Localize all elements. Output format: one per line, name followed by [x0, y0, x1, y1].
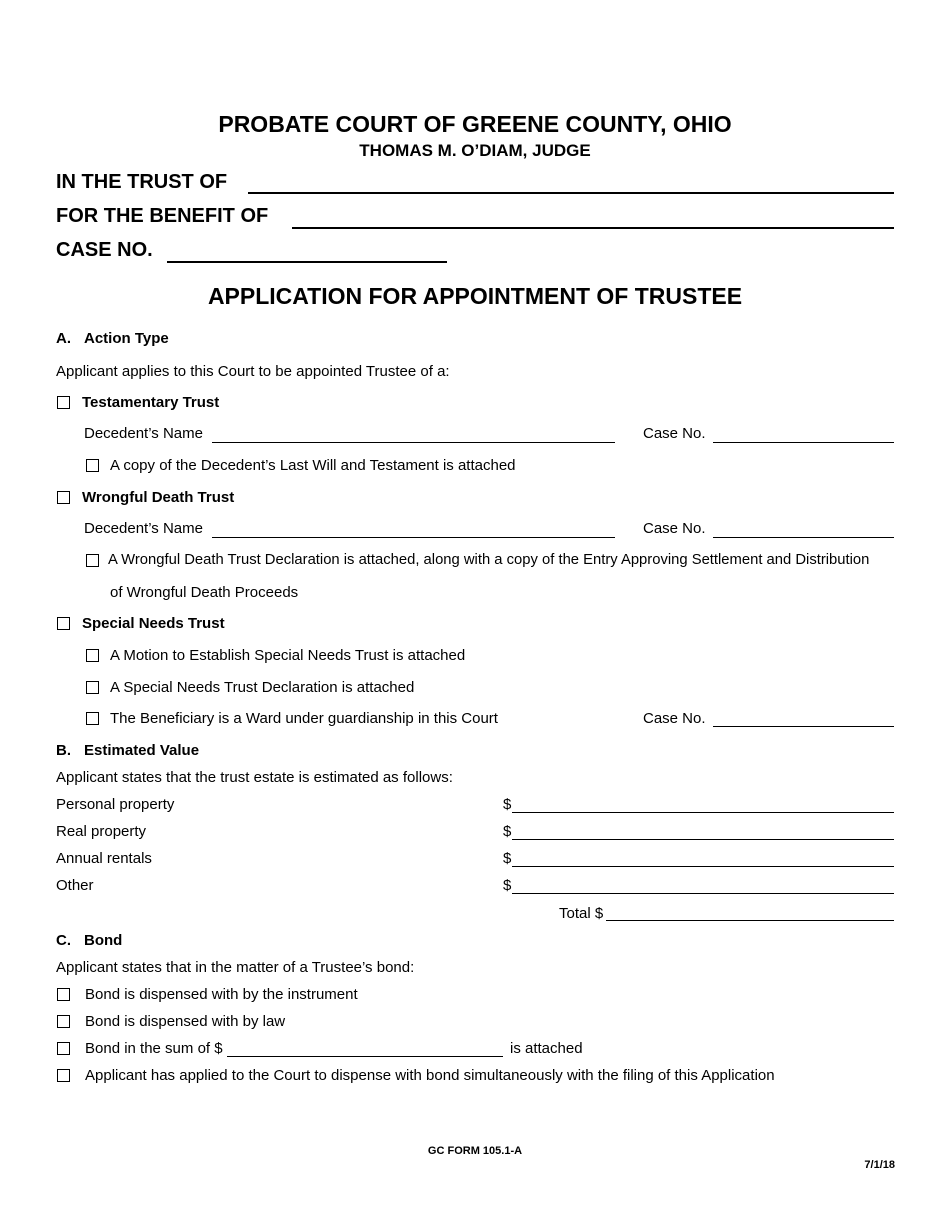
bond-law-checkbox[interactable] — [57, 1015, 70, 1028]
section-c-heading: Bond — [84, 932, 123, 949]
case-no-label: CASE NO. — [56, 239, 153, 261]
annual-rentals-label: Annual rentals — [56, 850, 152, 867]
bond-sum-suffix: is attached — [510, 1040, 583, 1057]
wrongful-case-no-label: Case No. — [643, 520, 706, 537]
benefit-of-field[interactable] — [292, 227, 894, 229]
special-needs-declaration-checkbox[interactable] — [86, 681, 99, 694]
section-c-intro: Applicant states that in the matter of a Trustee’s bond: — [56, 959, 415, 976]
other-label: Other — [56, 877, 94, 894]
section-c-letter: C. — [56, 932, 71, 949]
testamentary-trust-checkbox[interactable] — [57, 396, 70, 409]
will-attached-label: A copy of the Decedent’s Last Will and Testament is attached — [110, 457, 516, 474]
currency-sign: $ — [503, 796, 512, 813]
case-no-field[interactable] — [167, 261, 447, 263]
personal-property-label: Personal property — [56, 796, 175, 813]
special-needs-trust-checkbox[interactable] — [57, 617, 70, 630]
wrongful-declaration-label-line1: A Wrongful Death Trust Declaration is attached, along with a copy of the Entry Approving Settlement and Distribution — [108, 552, 870, 568]
section-a-heading: Action Type — [84, 330, 169, 347]
benefit-of-label: FOR THE BENEFIT OF — [56, 205, 269, 227]
section-a-intro: Applicant applies to this Court to be appointed Trustee of a: — [56, 363, 450, 380]
currency-sign: $ — [503, 850, 512, 867]
other-field[interactable] — [512, 893, 894, 894]
testamentary-case-no-label: Case No. — [643, 425, 706, 442]
bond-sum-checkbox[interactable] — [57, 1042, 70, 1055]
will-attached-checkbox[interactable] — [86, 459, 99, 472]
form-id: GC FORM 105.1-A — [427, 1145, 523, 1157]
personal-property-field[interactable] — [512, 812, 894, 813]
ward-checkbox[interactable] — [86, 712, 99, 725]
section-b-letter: B. — [56, 742, 71, 759]
total-label: Total $ — [559, 905, 604, 922]
testamentary-decedent-field[interactable] — [212, 442, 615, 443]
bond-instrument-label: Bond is dispensed with by the instrument — [85, 986, 358, 1003]
wrongful-case-no-field[interactable] — [713, 537, 894, 538]
bond-applied-checkbox[interactable] — [57, 1069, 70, 1082]
trust-of-label: IN THE TRUST OF — [56, 171, 228, 193]
bond-applied-label: Applicant has applied to the Court to dispense with bond simultaneously with the filing of this Application — [85, 1067, 775, 1084]
annual-rentals-field[interactable] — [512, 866, 894, 867]
wrongful-death-trust-checkbox[interactable] — [57, 491, 70, 504]
bond-law-label: Bond is dispensed with by law — [85, 1013, 286, 1030]
section-a-letter: A. — [56, 330, 71, 347]
special-needs-motion-checkbox[interactable] — [86, 649, 99, 662]
currency-sign: $ — [503, 877, 512, 894]
bond-sum-label: Bond in the sum of $ — [85, 1040, 223, 1057]
trust-of-field[interactable] — [248, 192, 894, 194]
wrongful-decedent-field[interactable] — [212, 537, 615, 538]
section-b-intro: Applicant states that the trust estate is estimated as follows: — [56, 769, 453, 786]
testamentary-case-no-field[interactable] — [713, 442, 894, 443]
ward-case-no-label: Case No. — [643, 710, 706, 727]
judge-name: THOMAS M. O’DIAM, JUDGE — [359, 141, 591, 160]
real-property-field[interactable] — [512, 839, 894, 840]
wrongful-declaration-label-line2: of Wrongful Death Proceeds — [110, 584, 299, 601]
currency-sign: $ — [503, 823, 512, 840]
form-title: APPLICATION FOR APPOINTMENT OF TRUSTEE — [207, 283, 743, 309]
real-property-label: Real property — [56, 823, 147, 840]
special-needs-motion-label: A Motion to Establish Special Needs Trust is attached — [110, 647, 466, 664]
section-b-heading: Estimated Value — [84, 742, 200, 759]
bond-instrument-checkbox[interactable] — [57, 988, 70, 1001]
total-field[interactable] — [606, 920, 894, 921]
wrongful-death-trust-label: Wrongful Death Trust — [82, 489, 235, 506]
wrongful-decedent-label: Decedent’s Name — [84, 520, 203, 537]
ward-label: The Beneficiary is a Ward under guardianship in this Court — [110, 710, 498, 727]
form-date: 7/1/18 — [864, 1159, 895, 1171]
bond-sum-field[interactable] — [227, 1056, 503, 1057]
special-needs-declaration-label: A Special Needs Trust Declaration is attached — [110, 679, 415, 696]
ward-case-no-field[interactable] — [713, 726, 894, 727]
wrongful-declaration-checkbox[interactable] — [86, 554, 99, 567]
court-name: PROBATE COURT OF GREENE COUNTY, OHIO — [218, 111, 732, 137]
testamentary-decedent-label: Decedent’s Name — [84, 425, 203, 442]
special-needs-trust-label: Special Needs Trust — [82, 615, 225, 632]
testamentary-trust-label: Testamentary Trust — [82, 394, 220, 411]
